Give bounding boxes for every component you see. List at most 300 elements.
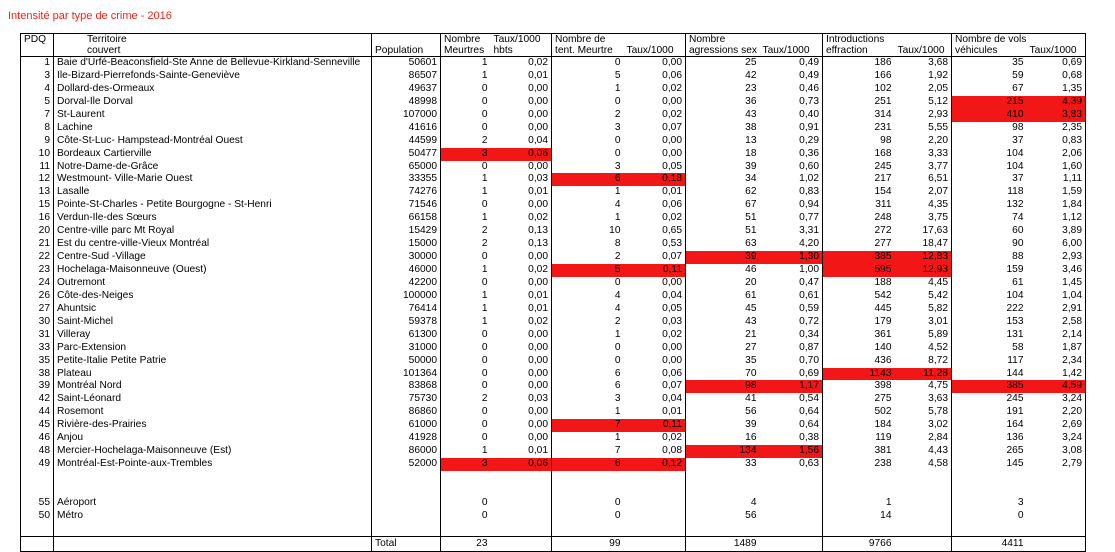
table-row [21,497,1086,510]
cell-meurtres: 0 [441,122,491,135]
cell-taux-agressions: 0,36 [799,147,819,159]
cell-vols: 104 [952,148,1027,161]
cell-taux-agressions: 1,30 [760,251,823,264]
cell-taux-vols: 2,20 [1027,406,1086,419]
cell-taux-tentatives: 0,00 [662,134,682,146]
cell-vols: 60 [952,225,1027,238]
cell-vols: 37 [952,173,1027,186]
cell-taux-meurtres: 0,00 [528,95,548,107]
cell-vols: 37 [952,135,1027,148]
cell-taux-agressions: 0,60 [799,160,819,172]
cell-introductions: 98 [823,135,895,148]
cell-agressions: 63 [686,238,760,251]
cell-tentatives: 99 [552,536,624,551]
cell-tentatives: 0 [552,135,624,148]
cell-taux-meurtres [491,484,552,497]
cell-meurtres: 0 [441,342,491,355]
cell-taux-tentatives: 0,02 [662,328,682,340]
cell-introductions: 445 [823,303,895,316]
cell-territoire: Île-Bizard-Pierrefonds-Sainte-Geneviève [54,70,372,83]
header-taux-vols: Taux/1000 [1027,34,1086,57]
cell-tentatives [552,484,624,497]
cell-agressions: 62 [686,186,760,199]
table-row [21,393,1086,406]
cell-territoire: Ahuntsic [54,303,372,316]
cell-agressions: 16 [686,432,760,445]
cell-territoire [54,536,372,551]
cell-vols: 164 [952,419,1027,432]
cell-tentatives: 3 [552,122,624,135]
cell-taux-vols: 3,46 [1027,264,1086,277]
cell-introductions: 275 [823,393,895,406]
cell-meurtres: 0 [441,406,491,419]
cell-taux-vols: 1,59 [1027,186,1086,199]
cell-population: 71546 [372,199,441,212]
cell-tentatives: 0 [552,148,624,161]
cell-agressions: 39 [686,251,760,264]
cell-vols: 385 [952,380,1027,393]
cell-taux-agressions [760,471,823,484]
cell-agressions: 21 [686,329,760,342]
header-tentatives: Nombre de tent. Meurtre [552,34,624,57]
cell-introductions: 186 [823,57,895,70]
cell-taux-agressions: 4,20 [799,238,819,250]
cell-taux-vols: 2,06 [1027,148,1086,161]
cell-agressions: 27 [686,342,760,355]
cell-taux-introductions: 3,33 [928,147,948,159]
cell-taux-introductions [895,471,952,484]
cell-taux-introductions: 3,01 [928,315,948,327]
cell-taux-meurtres: 0,02 [528,315,548,327]
cell-taux-vols: 4,59 [1027,380,1086,393]
cell-population: 15429 [372,225,441,238]
cell-pdq: 45 [21,419,54,432]
cell-agressions: 98 [686,380,760,393]
cell-taux-vols: 3,08 [1027,445,1086,458]
table-row [21,212,1086,225]
cell-vols: 118 [952,186,1027,199]
cell-taux-agressions: 0,29 [799,134,819,146]
cell-taux-tentatives: 0,12 [624,458,686,471]
cell-taux-introductions: 4,35 [928,199,948,211]
cell-territoire [54,471,372,484]
cell-pdq: 15 [21,199,54,212]
cell-territoire: Centre-Sud -Village [54,251,372,264]
cell-taux-agressions: 0,83 [799,186,819,198]
cell-taux-tentatives: 0,01 [662,186,682,198]
cell-agressions: 33 [686,458,760,471]
cell-population: 65000 [372,161,441,174]
cell-taux-agressions [760,536,823,551]
header-introductions: Introductions effraction [823,34,895,57]
cell-taux-introductions: 1,92 [928,69,948,81]
cell-territoire: Aéroport [54,497,372,510]
cell-population [372,471,441,484]
cell-tentatives: 0 [552,57,624,70]
cell-vols: 191 [952,406,1027,419]
cell-taux-tentatives: 0,04 [662,289,682,301]
cell-taux-vols: 3,89 [1027,225,1086,238]
cell-introductions: 168 [823,148,895,161]
cell-territoire: Rivière-des-Prairies [54,419,372,432]
cell-taux-introductions: 4,58 [928,458,948,470]
table-row [21,70,1086,83]
cell-taux-tentatives: 0,11 [624,419,686,432]
cell-territoire: Côte-des-Neiges [54,290,372,303]
cell-taux-agressions [760,484,823,497]
cell-taux-agressions: 0,34 [799,328,819,340]
cell-vols: 0 [952,510,1027,523]
cell-population: 75730 [372,393,441,406]
cell-introductions: 179 [823,316,895,329]
cell-agressions [686,484,760,497]
cell-introductions: 381 [823,445,895,458]
cell-population: 61300 [372,329,441,342]
table-row [21,406,1086,419]
cell-taux-vols: 0,83 [1027,135,1086,148]
table-row [21,419,1086,432]
cell-vols: 117 [952,355,1027,368]
cell-territoire: Baie d'Urfé-Beaconsfield-Ste Anne de Bellevue-Kirkland-Senneville [54,57,372,70]
cell-taux-tentatives: 0,03 [662,315,682,327]
cell-vols: 90 [952,238,1027,251]
cell-agressions: 134 [686,445,760,458]
cell-taux-vols: 2,14 [1027,329,1086,342]
table-row [21,238,1086,251]
cell-population: 42200 [372,277,441,290]
cell-pdq: 46 [21,432,54,445]
cell-agressions [686,523,760,537]
cell-taux-vols: 2,93 [1027,251,1086,264]
cell-taux-tentatives: 0,00 [662,95,682,107]
cell-tentatives: 3 [552,393,624,406]
cell-agressions: 35 [686,355,760,368]
cell-taux-vols: 3,24 [1027,393,1086,406]
cell-taux-meurtres: 0,01 [528,69,548,81]
cell-pdq: 21 [21,238,54,251]
cell-taux-meurtres [491,523,552,537]
cell-meurtres: 2 [441,393,491,406]
cell-population: 76414 [372,303,441,316]
cell-taux-tentatives: 0,00 [662,341,682,353]
cell-taux-meurtres: 0,00 [528,380,548,392]
cell-taux-meurtres [491,510,552,523]
cell-meurtres: 1 [441,264,491,277]
cell-vols [952,471,1027,484]
cell-introductions: 277 [823,238,895,251]
cell-population: 74276 [372,186,441,199]
cell-tentatives: 5 [552,70,624,83]
cell-meurtres: 0 [441,199,491,212]
cell-population: 50601 [372,57,441,70]
cell-tentatives: 0 [552,342,624,355]
totals-label: Total [372,536,441,551]
cell-tentatives [552,471,624,484]
cell-tentatives: 4 [552,199,624,212]
cell-introductions: 272 [823,225,895,238]
cell-vols: 104 [952,161,1027,174]
cell-agressions: 39 [686,161,760,174]
cell-taux-meurtres: 0,00 [528,341,548,353]
table-row [21,96,1086,109]
cell-taux-tentatives: 0,18 [624,173,686,186]
cell-tentatives: 2 [552,251,624,264]
cell-taux-meurtres: 0,02 [528,264,548,275]
cell-vols: 136 [952,432,1027,445]
cell-taux-introductions: 6,51 [928,173,948,185]
cell-tentatives: 1 [552,432,624,445]
cell-agressions: 36 [686,96,760,109]
spacer-row [21,484,1086,497]
table-row [21,225,1086,238]
cell-meurtres: 2 [441,135,491,148]
table-row [21,57,1086,70]
cell-taux-tentatives: 0,00 [662,276,682,288]
cell-taux-agressions: 0,72 [799,315,819,327]
cell-vols: 144 [952,368,1027,381]
cell-taux-tentatives [624,523,686,537]
cell-taux-agressions: 1,02 [799,173,819,185]
cell-tentatives: 1 [552,329,624,342]
cell-pdq: 24 [21,277,54,290]
table-row [21,342,1086,355]
cell-territoire [54,484,372,497]
cell-pdq: 49 [21,458,54,471]
cell-introductions: 251 [823,96,895,109]
cell-pdq: 39 [21,380,54,393]
cell-population: 101364 [372,368,441,381]
cell-taux-agressions: 0,46 [799,82,819,94]
cell-taux-tentatives: 0,08 [662,445,682,457]
cell-population: 100000 [372,290,441,303]
cell-vols: 131 [952,329,1027,342]
cell-taux-introductions: 11,28 [895,368,952,381]
cell-taux-meurtres: 0,00 [528,160,548,172]
cell-vols: 153 [952,316,1027,329]
cell-taux-introductions [895,484,952,497]
cell-taux-introductions: 2,20 [928,134,948,146]
table-row [21,303,1086,316]
cell-pdq: 3 [21,70,54,83]
cell-meurtres [441,471,491,484]
cell-pdq: 5 [21,96,54,109]
cell-introductions: 361 [823,329,895,342]
table-row [21,368,1086,381]
table-row [21,432,1086,445]
cell-taux-vols: 2,34 [1027,355,1086,368]
cell-population: 86860 [372,406,441,419]
cell-territoire: Hochelaga-Maisonneuve (Ouest) [54,264,372,277]
cell-introductions [823,471,895,484]
cell-taux-vols: 1,12 [1027,212,1086,225]
cell-taux-tentatives: 0,02 [662,212,682,224]
cell-vols [952,523,1027,537]
cell-taux-introductions: 3,02 [928,419,948,431]
cell-introductions: 385 [823,251,895,264]
cell-introductions: 102 [823,83,895,96]
cell-taux-meurtres: 0,01 [528,186,548,198]
cell-taux-agressions [760,523,823,537]
cell-territoire [54,523,372,537]
cell-taux-meurtres: 0,01 [528,302,548,314]
table-row [21,251,1086,264]
cell-taux-meurtres [491,497,552,510]
cell-introductions: 166 [823,70,895,83]
cell-meurtres: 23 [441,536,491,551]
cell-tentatives: 2 [552,109,624,122]
cell-taux-introductions: 4,45 [928,276,948,288]
cell-taux-vols: 0,68 [1027,70,1086,83]
table-row [21,83,1086,96]
cell-pdq: 31 [21,329,54,342]
cell-taux-vols [1027,536,1086,551]
cell-pdq: 38 [21,368,54,381]
cell-agressions: 25 [686,57,760,70]
cell-taux-vols: 0,69 [1027,57,1086,70]
cell-meurtres: 2 [441,238,491,251]
cell-meurtres: 1 [441,445,491,458]
cell-taux-vols: 1,84 [1027,199,1086,212]
cell-pdq [21,484,54,497]
cell-territoire: Lasalle [54,186,372,199]
cell-territoire: Pointe-St-Charles - Petite Bourgogne - St-Henri [54,199,372,212]
cell-introductions [823,523,895,537]
cell-taux-tentatives [624,484,686,497]
cell-meurtres: 2 [441,225,491,238]
header-row [21,34,1086,57]
cell-agressions: 51 [686,225,760,238]
cell-tentatives: 0 [552,510,624,523]
cell-introductions: 119 [823,432,895,445]
cell-agressions [686,471,760,484]
cell-population: 86507 [372,70,441,83]
cell-vols: 245 [952,393,1027,406]
cell-taux-agressions: 0,59 [799,302,819,314]
cell-introductions: 248 [823,212,895,225]
cell-agressions: 43 [686,109,760,122]
cell-pdq [21,471,54,484]
cell-pdq: 50 [21,510,54,523]
cell-vols: 98 [952,122,1027,135]
cell-taux-vols [1027,484,1086,497]
cell-pdq: 23 [21,264,54,277]
cell-agressions: 23 [686,83,760,96]
cell-taux-agressions: 1,17 [760,380,823,393]
cell-vols: 215 [952,96,1027,109]
cell-territoire: Mercier-Hochelaga-Maisonneuve (Est) [54,445,372,458]
cell-taux-meurtres: 0,00 [528,82,548,94]
cell-taux-vols: 1,87 [1027,342,1086,355]
cell-population: 49637 [372,83,441,96]
cell-taux-tentatives: 0,02 [662,108,682,120]
cell-taux-introductions: 8,72 [928,354,948,366]
cell-pdq: 13 [21,186,54,199]
cell-taux-agressions: 0,49 [799,69,819,81]
cell-meurtres [441,523,491,537]
cell-vols: 59 [952,70,1027,83]
cell-taux-vols: 6,00 [1027,238,1086,251]
cell-taux-agressions [760,510,823,523]
cell-territoire: Saint-Michel [54,316,372,329]
table-row [21,380,1086,393]
cell-taux-tentatives [624,471,686,484]
cell-territoire: Dollard-des-Ormeaux [54,83,372,96]
cell-territoire: Villeray [54,329,372,342]
cell-agressions: 42 [686,70,760,83]
cell-tentatives: 6 [552,173,624,186]
cell-territoire: Centre-ville parc Mt Royal [54,225,372,238]
cell-taux-agressions: 0,38 [799,432,819,444]
cell-pdq: 44 [21,406,54,419]
cell-taux-tentatives: 0,65 [662,225,682,237]
cell-taux-introductions: 12,93 [895,264,952,277]
cell-pdq: 35 [21,355,54,368]
cell-tentatives: 6 [552,380,624,393]
cell-taux-introductions: 3,63 [928,393,948,405]
cell-territoire: Anjou [54,432,372,445]
table-row [21,264,1086,277]
cell-taux-meurtres: 0,01 [528,445,548,457]
cell-taux-introductions: 2,84 [928,432,948,444]
cell-agressions: 56 [686,406,760,419]
cell-tentatives: 10 [552,225,624,238]
table-row [21,510,1086,523]
cell-agressions: 46 [686,264,760,277]
header-pdq: PDQ [21,34,54,57]
cell-taux-tentatives: 0,00 [662,147,682,159]
cell-tentatives: 6 [552,368,624,381]
cell-population: 59378 [372,316,441,329]
cell-agressions: 13 [686,135,760,148]
cell-taux-introductions: 5,55 [928,121,948,133]
cell-tentatives: 4 [552,303,624,316]
cell-taux-introductions: 2,07 [928,186,948,198]
cell-population: 30000 [372,251,441,264]
cell-tentatives: 3 [552,161,624,174]
cell-taux-vols: 2,58 [1027,316,1086,329]
cell-agressions: 67 [686,199,760,212]
cell-tentatives: 7 [552,419,624,432]
cell-pdq: 4 [21,83,54,96]
cell-vols: 104 [952,290,1027,303]
table-row [21,277,1086,290]
cell-taux-vols [1027,471,1086,484]
cell-taux-meurtres: 0,13 [528,225,548,237]
cell-agressions: 45 [686,303,760,316]
table-row [21,316,1086,329]
header-taux-agressions: Taux/1000 [760,34,823,57]
cell-tentatives: 1 [552,83,624,96]
cell-tentatives: 6 [552,458,624,471]
cell-territoire: Montréal Nord [54,380,372,393]
cell-taux-meurtres: 0,00 [528,328,548,340]
cell-taux-vols: 2,35 [1027,122,1086,135]
cell-tentatives: 7 [552,445,624,458]
table-row [21,458,1086,471]
cell-introductions [823,484,895,497]
cell-population: 41616 [372,122,441,135]
cell-agressions: 51 [686,212,760,225]
cell-taux-tentatives: 0,05 [662,160,682,172]
cell-tentatives: 8 [552,238,624,251]
cell-tentatives: 0 [552,277,624,290]
cell-taux-agressions: 0,47 [799,276,819,288]
cell-taux-meurtres: 0,02 [528,212,548,224]
cell-taux-tentatives: 0,06 [662,367,682,379]
cell-pdq: 30 [21,316,54,329]
table-row [21,122,1086,135]
cell-meurtres: 0 [441,329,491,342]
